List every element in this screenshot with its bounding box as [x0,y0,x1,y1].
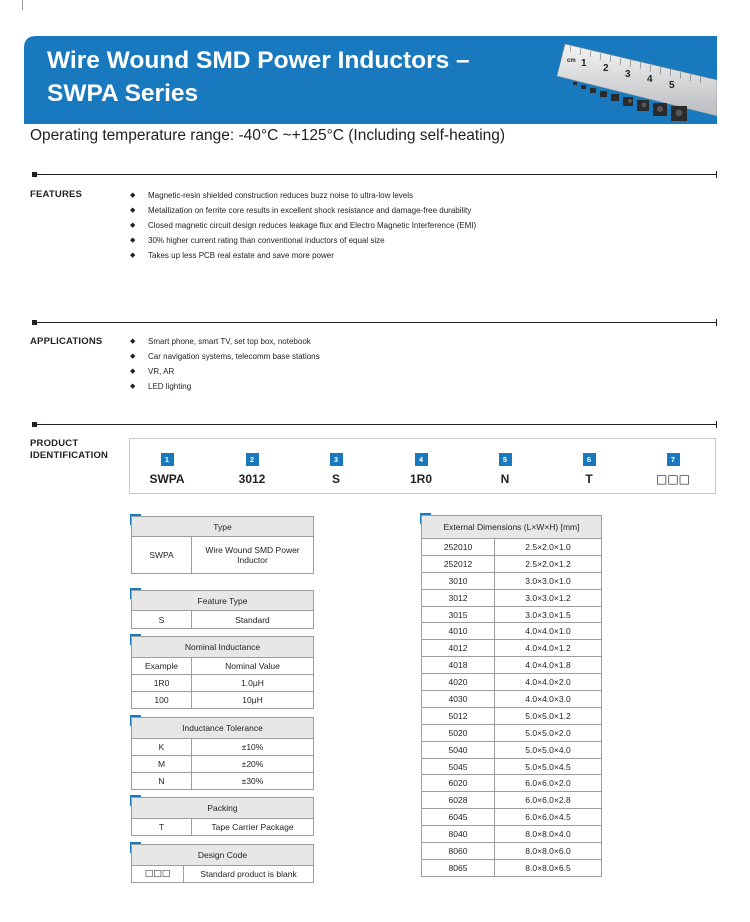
ruler-label-5: 5 [669,80,675,91]
section-divider-applications [32,322,717,323]
pid-code: N [500,472,510,486]
dimension-cell: 3.0×3.0×1.0 [495,572,602,589]
pid-code: 1R0 [409,472,432,486]
pid-column-5 [463,449,547,486]
table-cell: Standard [192,611,314,629]
table-cell: ±30% [192,773,314,790]
features-label: FEATURES [30,189,83,200]
column-header: Example [132,658,192,675]
table-row [422,657,602,674]
design-code-table [131,844,314,883]
table-cell: 1R0 [132,675,192,692]
table-cell: T [132,819,192,836]
number-badge: 6 [583,453,596,466]
table-header: External Dimensions (L×W×H) [mm] [422,516,602,539]
features-list [130,188,476,263]
size-code-cell: 8040 [422,826,495,843]
list-item: ◆ Metallization on ferrite core results in excellent shock resistance and damage-free durability [130,203,476,218]
list-item: ◆ Takes up less PCB real estate and save more power [130,248,476,263]
table-row [422,606,602,623]
section-divider-features [32,174,717,175]
number-badge: 1 [161,453,174,466]
size-code-cell: 6045 [422,809,495,826]
label-line-1: PRODUCT [30,438,79,449]
table-row [422,792,602,809]
size-code-cell: 3010 [422,572,495,589]
table-cell: ±20% [192,756,314,773]
size-code-cell: 5012 [422,707,495,724]
dimension-cell: 4.0×4.0×3.0 [495,691,602,708]
list-item: ◆ Car navigation systems, telecomm base stations [130,349,320,364]
table-cell: M [132,756,192,773]
table-row [422,572,602,589]
table-header: Packing [132,798,314,819]
operating-temperature: Operating temperature range: -40°C ~+125°C (Including self-heating) [30,127,506,144]
dimension-cell: 8.0×8.0×6.0 [495,843,602,860]
table-header: Inductance Tolerance [132,718,314,739]
table-cell: N [132,773,192,790]
table-cell: 100 [132,692,192,709]
list-item: ◆ Magnetic-resin shielded construction reduces buzz noise to ultra-low levels [130,188,476,203]
table-row [422,640,602,657]
number-badge: 2 [246,453,259,466]
external-dimensions-table [421,515,602,877]
feature-type-table [131,590,314,629]
size-code-cell: 6020 [422,775,495,792]
table-row [422,741,602,758]
packing-table [131,797,314,836]
ruler-label-2: 2 [603,63,609,74]
title-line-1: Wire Wound SMD Power Inductors – [47,47,470,74]
table-row [422,859,602,876]
table-cell: 1.0μH [192,675,314,692]
table-row [132,675,314,692]
size-code-cell: 4030 [422,691,495,708]
list-item: ◆ VR, AR [130,364,320,379]
pid-column-1 [125,449,209,486]
size-code-cell: 5045 [422,758,495,775]
table-row [422,707,602,724]
dimension-cell: 5.0×5.0×1.2 [495,707,602,724]
dimension-cell: 4.0×4.0×1.0 [495,623,602,640]
nominal-inductance-table [131,636,314,709]
table-row [132,692,314,709]
desc-line-1: Wire Wound SMD Power [205,545,300,555]
pid-code: □□□ [655,472,690,486]
desc-line-2: Inductor [237,555,268,565]
dimension-cell: 3.0×3.0×1.2 [495,589,602,606]
pid-column-2 [210,449,294,486]
product-ruler-image [537,36,717,124]
table-header: Design Code [132,845,314,866]
product-identification-label [30,438,108,462]
label-line-2: IDENTIFICATION [30,450,109,461]
table-row [132,773,314,790]
part-number-breakdown [129,438,716,494]
table-row [422,539,602,556]
applications-label: APPLICATIONS [30,336,103,347]
title-banner [24,36,717,124]
number-badge: 7 [667,453,680,466]
size-code-cell: 252010 [422,539,495,556]
table-cell: Standard product is blank [184,866,314,883]
size-code-cell: 3012 [422,589,495,606]
table-cell: ±10% [192,739,314,756]
list-item: ◆ Smart phone, smart TV, set top box, notebook [130,334,320,349]
table-cell: 10μH [192,692,314,709]
dimension-cell: 5.0×5.0×4.5 [495,758,602,775]
table-row [422,809,602,826]
table-row [422,623,602,640]
size-code-cell: 4012 [422,640,495,657]
inductance-tolerance-table [131,717,314,790]
size-code-cell: 8060 [422,843,495,860]
size-code-cell: 3015 [422,606,495,623]
dimension-cell: 5.0×5.0×4.0 [495,741,602,758]
size-code-cell: 252012 [422,555,495,572]
section-divider-product-id [32,424,717,425]
size-code-cell: 5040 [422,741,495,758]
ruler-label-cm: cm [567,58,576,64]
dimension-cell: 5.0×5.0×2.0 [495,724,602,741]
column-header: Nominal Value [192,658,314,675]
dimension-cell: 2.5×2.0×1.2 [495,555,602,572]
dimension-cell: 6.0×6.0×2.0 [495,775,602,792]
size-code-cell: 6028 [422,792,495,809]
pid-code: 3012 [238,472,266,486]
pid-column-3 [294,449,378,486]
ruler-label-3: 3 [625,69,631,80]
table-cell: Tape Carrier Package [192,819,314,836]
list-item: ◆ LED lighting [130,379,320,394]
table-header: Feature Type [132,591,314,611]
table-row [422,843,602,860]
pid-code: T [585,472,593,486]
table-row [422,826,602,843]
number-badge: 5 [499,453,512,466]
table-cell [192,537,314,574]
table-row [132,739,314,756]
table-row [422,589,602,606]
pid-column-4 [379,449,463,486]
table-header: Type [132,517,314,537]
table-row [422,691,602,708]
size-code-cell: 4018 [422,657,495,674]
crop-mark [22,0,23,10]
dimension-cell: 4.0×4.0×1.8 [495,657,602,674]
table-cell: SWPA [132,537,192,574]
list-item: ◆ 30% higher current rating than conventional inductors of equal size [130,233,476,248]
dimension-cell: 4.0×4.0×2.0 [495,674,602,691]
table-row [422,724,602,741]
table-cell: K [132,739,192,756]
size-code-cell: 8065 [422,859,495,876]
ruler-label-4: 4 [647,74,653,85]
ruler-label-1: 1 [581,58,587,69]
type-table [131,516,314,574]
table-row [132,756,314,773]
size-code-cell: 4020 [422,674,495,691]
applications-list [130,334,320,394]
list-item: ◆ Closed magnetic circuit design reduces leakage flux and Electro Magnetic Interference (EMI) [130,218,476,233]
dimension-cell: 6.0×6.0×2.8 [495,792,602,809]
dimension-cell: 2.5×2.0×1.0 [495,539,602,556]
title-line-2: SWPA Series [47,80,199,107]
page-title [47,44,470,110]
table-row [422,758,602,775]
table-header: Nominal Inductance [132,637,314,658]
dimension-cell: 8.0×8.0×6.5 [495,859,602,876]
table-cell: □□□ [132,866,184,883]
table-row [422,555,602,572]
size-code-cell: 5020 [422,724,495,741]
table-cell: S [132,611,192,629]
pid-code: S [331,472,340,486]
dimension-cell: 3.0×3.0×1.5 [495,606,602,623]
pid-column-7 [631,449,715,486]
size-code-cell: 4010 [422,623,495,640]
dimension-cell: 6.0×6.0×4.5 [495,809,602,826]
dimension-cell: 4.0×4.0×1.2 [495,640,602,657]
pid-column-6 [547,449,631,486]
table-row [422,775,602,792]
dimension-cell: 8.0×8.0×4.0 [495,826,602,843]
pid-code: SWPA [149,472,185,486]
number-badge: 4 [415,453,428,466]
number-badge: 3 [330,453,343,466]
table-row [422,674,602,691]
